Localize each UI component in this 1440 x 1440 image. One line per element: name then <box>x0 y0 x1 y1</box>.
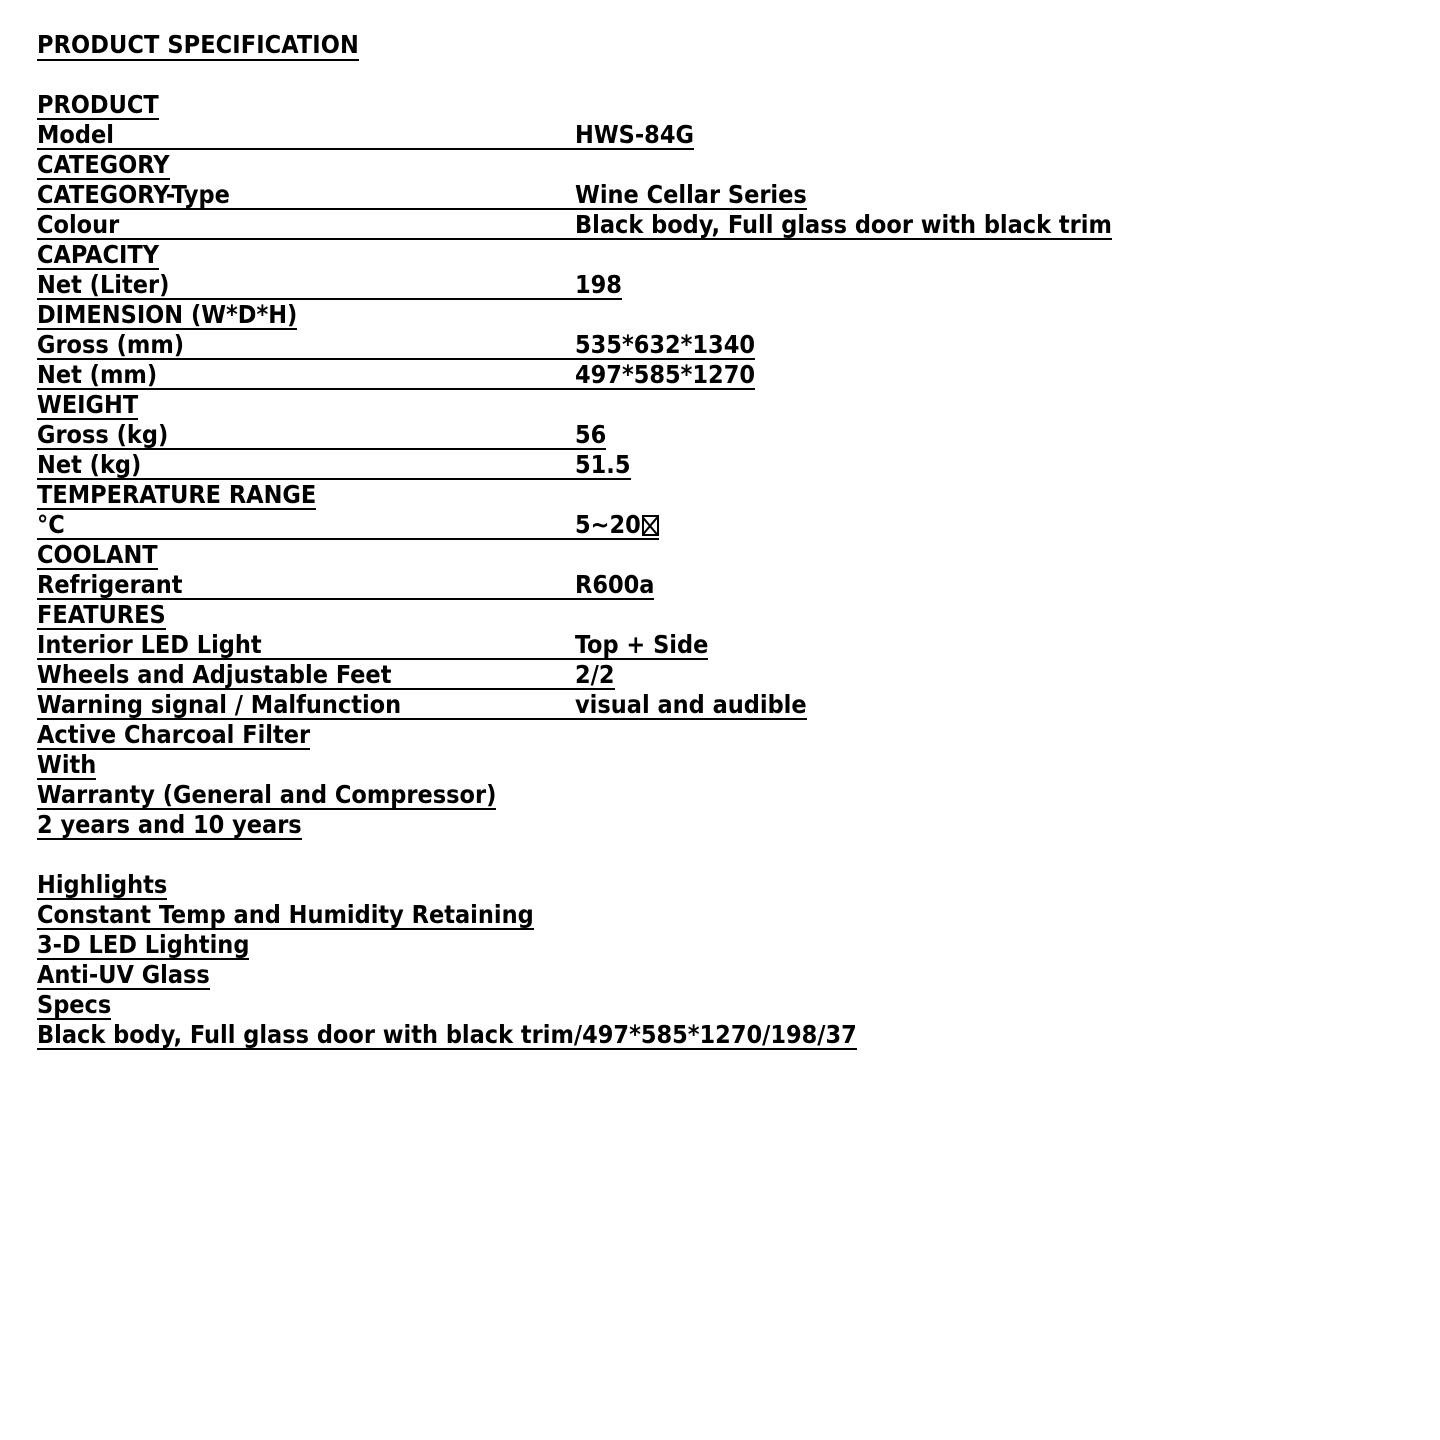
spec-row <box>37 990 1287 1020</box>
spec-label: Net (mm) <box>37 361 575 390</box>
spec-value <box>575 181 807 210</box>
spec-value-text: visual and audible <box>575 690 807 720</box>
spec-value-cell <box>575 840 1287 869</box>
spec-value-cell <box>575 540 1287 570</box>
spec-section-heading: WEIGHT <box>37 390 139 420</box>
spec-label: °C <box>37 511 575 540</box>
spec-value-text: 2/2 <box>575 660 615 690</box>
spec-label-cell <box>37 990 575 1020</box>
spec-line-text: Black body, Full glass door with black trim/497*585*1270/198/37 <box>37 1019 857 1049</box>
spec-label-cell <box>37 960 575 990</box>
spec-section-heading-cell <box>37 480 575 510</box>
specification-table <box>37 90 1287 1049</box>
spec-value-cell <box>575 570 1287 600</box>
spec-label: Wheels and Adjustable Feet <box>37 661 575 690</box>
spec-value-text: Black body, Full glass door with black trim <box>575 210 1112 240</box>
spec-row <box>37 240 1287 270</box>
spec-row <box>37 300 1287 330</box>
spec-value-text: 535*632*1340 <box>575 330 756 360</box>
spec-row <box>37 810 1287 840</box>
spec-row <box>37 600 1287 630</box>
spec-value-cell <box>575 480 1287 510</box>
spec-value <box>575 631 708 660</box>
spec-value-cell <box>575 300 1287 330</box>
spec-label: Refrigerant <box>37 571 575 600</box>
spec-value-cell <box>575 630 1287 660</box>
spec-value <box>575 331 755 360</box>
spec-row <box>37 510 1287 540</box>
spec-value <box>575 661 615 690</box>
spec-label: Warning signal / Malfunction <box>37 691 575 720</box>
spec-row <box>37 330 1287 360</box>
spec-label-cell <box>37 420 575 450</box>
spec-value-cell <box>575 510 1287 540</box>
spec-section-heading: FEATURES <box>37 600 166 630</box>
spec-label-cell <box>37 570 575 600</box>
spec-value-text: HWS-84G <box>575 120 694 150</box>
spec-label-cell <box>37 840 575 869</box>
spec-label-cell <box>37 630 575 660</box>
spec-line-text: Active Charcoal Filter <box>37 720 311 750</box>
spec-label-cell <box>37 330 575 360</box>
spec-label-cell <box>37 810 575 840</box>
spec-section-heading-cell <box>37 150 575 180</box>
spec-label: Net (Liter) <box>37 271 575 300</box>
spec-line-text: Constant Temp and Humidity Retaining <box>37 899 534 929</box>
spec-value-cell <box>575 150 1287 180</box>
spec-value-cell <box>575 120 1287 150</box>
document-title-block <box>37 30 1440 62</box>
spec-value-cell <box>575 690 1287 720</box>
spec-row <box>37 1020 1287 1050</box>
spec-label-cell <box>37 360 575 390</box>
spec-section-heading: DIMENSION (W*D*H) <box>37 300 298 330</box>
spec-section-heading-cell <box>37 300 575 330</box>
spec-row <box>37 210 1287 240</box>
spec-row <box>37 360 1287 390</box>
spec-label-cell <box>37 270 575 300</box>
spec-row <box>37 90 1287 120</box>
spec-value-text: Top + Side <box>575 630 709 660</box>
spec-row <box>37 870 1287 900</box>
spec-value-cell <box>575 720 1287 750</box>
spec-value <box>575 571 654 600</box>
spec-section-heading: PRODUCT <box>37 90 159 120</box>
spec-row <box>37 390 1287 420</box>
spec-section-heading: COOLANT <box>37 540 158 570</box>
spec-label-cell <box>37 750 575 780</box>
spec-value-cell <box>575 210 1287 240</box>
spec-value-cell <box>575 780 1287 810</box>
spec-label-cell <box>37 1019 857 1050</box>
spec-label-cell <box>37 210 575 240</box>
spec-value-text: 5~20 <box>575 510 641 540</box>
spec-row <box>37 630 1287 660</box>
spec-line-text: Highlights <box>37 869 168 899</box>
spec-label: Model <box>37 121 575 150</box>
spec-value-cell <box>575 420 1287 450</box>
spec-row <box>37 690 1287 720</box>
spec-line-text: 2 years and 10 years <box>37 810 302 840</box>
spec-row <box>37 540 1287 570</box>
spec-value-text: 497*585*1270 <box>575 360 756 390</box>
spec-row <box>37 750 1287 780</box>
spec-value-cell <box>575 450 1287 480</box>
spec-label-cell <box>37 180 575 210</box>
spec-section-heading-cell <box>37 240 575 270</box>
spec-line-text: Specs <box>37 989 112 1019</box>
spec-row <box>37 450 1287 480</box>
spec-label: Colour <box>37 211 575 240</box>
spec-section-heading-cell <box>37 540 575 570</box>
spec-value-cell <box>575 240 1287 270</box>
spec-label: Gross (kg) <box>37 421 575 450</box>
spec-value-text: R600a <box>575 570 655 600</box>
spec-label-cell <box>37 120 575 150</box>
spec-section-heading: CAPACITY <box>37 240 159 270</box>
spec-line-text: Anti-UV Glass <box>37 959 210 989</box>
spec-label-cell <box>37 900 575 930</box>
spec-row <box>37 420 1287 450</box>
spec-row <box>37 270 1287 300</box>
spec-value-cell <box>575 930 1287 960</box>
spec-value-text: 198 <box>575 270 622 300</box>
spec-row <box>37 930 1287 960</box>
spec-label-cell <box>37 930 575 960</box>
spec-section-heading: CATEGORY <box>37 150 170 180</box>
spec-line-text: With <box>37 750 97 780</box>
spec-value-cell <box>575 960 1287 990</box>
spec-label-cell <box>37 720 575 750</box>
spec-line-text: Warranty (General and Compressor) <box>37 780 497 810</box>
spec-value-cell <box>575 90 1287 120</box>
spec-value-cell <box>575 750 1287 780</box>
spec-section-heading-cell <box>37 390 575 420</box>
spec-row <box>37 780 1287 810</box>
spec-label-cell <box>37 690 575 720</box>
spec-section-heading: TEMPERATURE RANGE <box>37 480 317 510</box>
spec-value-cell <box>575 360 1287 390</box>
spec-row <box>37 120 1287 150</box>
spec-value-cell <box>575 390 1287 420</box>
spec-row <box>37 150 1287 180</box>
spec-row <box>37 570 1287 600</box>
spec-value <box>575 421 606 450</box>
spec-value-cell <box>575 270 1287 300</box>
spec-value <box>575 271 622 300</box>
spec-value-cell <box>575 900 1287 930</box>
spec-label: Interior LED Light <box>37 631 575 660</box>
missing-glyph-box-icon <box>642 515 659 536</box>
spec-row <box>37 720 1287 750</box>
spec-value <box>575 121 694 150</box>
spec-value-text: 56 <box>575 420 607 450</box>
page-title: PRODUCT SPECIFICATION <box>37 30 359 61</box>
spec-value-cell <box>575 330 1287 360</box>
spec-value <box>575 511 659 540</box>
spec-label-cell <box>37 660 575 690</box>
spec-value-cell <box>575 810 1287 840</box>
spec-row-spacer <box>37 840 1287 869</box>
spec-value-cell <box>575 660 1287 690</box>
spec-value <box>575 211 1112 240</box>
spec-row <box>37 900 1287 930</box>
spec-value-cell <box>575 870 1287 900</box>
spec-label: Gross (mm) <box>37 331 575 360</box>
spec-section-heading-cell <box>37 90 575 120</box>
spec-value <box>575 691 807 720</box>
spec-value-cell <box>575 600 1287 630</box>
spec-label-cell <box>37 450 575 480</box>
spec-row <box>37 480 1287 510</box>
spec-label: CATEGORY-Type <box>37 181 575 210</box>
spec-value <box>575 361 755 390</box>
spec-label-cell <box>37 780 575 810</box>
spec-value <box>575 451 631 480</box>
spec-value-cell <box>575 990 1287 1020</box>
spec-value-text: Wine Cellar Series <box>575 180 807 210</box>
spec-label: Net (kg) <box>37 451 575 480</box>
spec-value-cell <box>575 180 1287 210</box>
specification-table-body <box>37 90 1287 1049</box>
spec-label-cell <box>37 870 575 900</box>
spec-row <box>37 180 1287 210</box>
spec-row <box>37 960 1287 990</box>
spec-value-text: 51.5 <box>575 450 631 480</box>
spec-section-heading-cell <box>37 600 575 630</box>
spec-row <box>37 660 1287 690</box>
spec-label-cell <box>37 510 575 540</box>
spec-line-text: 3-D LED Lighting <box>37 929 250 959</box>
